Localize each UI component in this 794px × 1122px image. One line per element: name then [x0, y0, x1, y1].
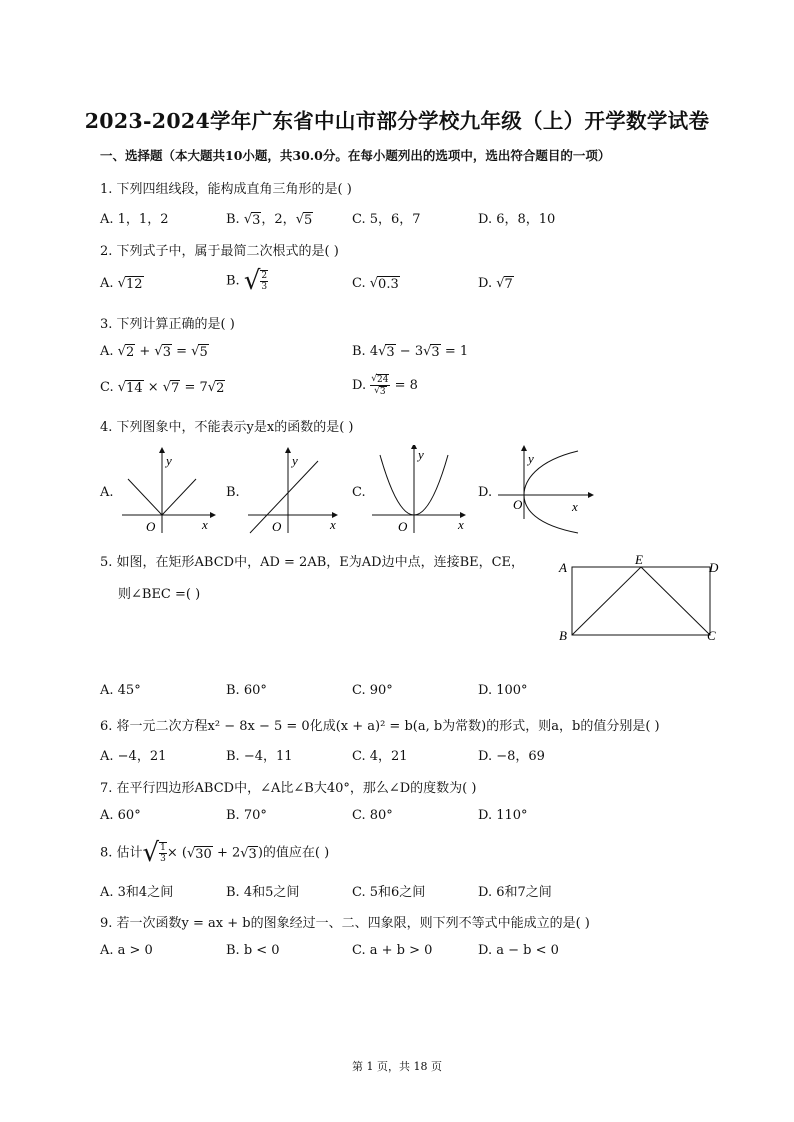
- q5-option-a: A. 45°: [100, 683, 141, 698]
- q6-option-a: A. −4，21: [100, 749, 167, 764]
- q9-option-a: A. a > 0: [100, 943, 153, 958]
- q5-stem-line1: 5. 如图，在矩形ABCD中，AD = 2AB，E为AD边中点，连接BE，CE，: [100, 555, 525, 570]
- q1-option-d: D. 6，8，10: [478, 212, 556, 227]
- q4a-y-label: y: [166, 453, 172, 468]
- q5-point-b: B: [559, 628, 567, 643]
- q7-option-c: C. 80°: [352, 808, 393, 823]
- q3-option-d: D. √ 24 √ 3 = 8: [352, 374, 418, 397]
- q9-option-d: D. a − b < 0: [478, 943, 559, 958]
- q6-stem: 6. 将一元二次方程x² − 8x − 5 = 0化成(x + a)² = b(a, b为常数)的形式，则a，b的值分别是( ): [100, 719, 660, 734]
- section-heading: 一、选择题（本大题共10小题，共30.0分。在每小题列出的选项中，选出符合题目的一项）: [100, 148, 611, 163]
- q2-stem: 2. 下列式子中，属于最简二次根式的是( ): [100, 244, 339, 259]
- q6-option-b: B. −4，11: [226, 749, 293, 764]
- q5-option-c: C. 90°: [352, 683, 393, 698]
- q6-option-d: D. −8，69: [478, 749, 545, 764]
- q4-graph-b: [244, 445, 344, 537]
- q8-option-c: C. 5和6之间: [352, 885, 426, 900]
- q4d-origin-label: O: [513, 497, 523, 512]
- q4c-origin-label: O: [398, 519, 408, 534]
- q7-stem: 7. 在平行四边形ABCD中，∠A比∠B大40°，那么∠D的度数为( ): [100, 781, 477, 796]
- q6-option-c: C. 4，21: [352, 749, 408, 764]
- q5-option-b: B. 60°: [226, 683, 267, 698]
- q3-option-a: A. √ 2 + √ 3 = √ 5: [100, 344, 208, 360]
- q9-option-b: B. b < 0: [226, 943, 280, 958]
- q8-option-d: D. 6和7之间: [478, 885, 552, 900]
- q7-option-b: B. 70°: [226, 808, 267, 823]
- q4-graph-c: [370, 445, 470, 537]
- q7-option-d: D. 110°: [478, 808, 528, 823]
- q5-stem-line2: 则∠BEC =( ): [118, 587, 201, 602]
- q7-option-a: A. 60°: [100, 808, 141, 823]
- q1-option-a: A. 1，1，2: [100, 212, 169, 227]
- q1-option-c: C. 5，6，7: [352, 212, 421, 227]
- exam-title: 2023-2024学年广东省中山市部分学校九年级（上）开学数学试卷: [84, 109, 710, 133]
- q4-graph-d: [496, 445, 596, 537]
- q5-point-c: C: [707, 628, 716, 643]
- q3-option-c: C. √ 14 × √ 7 = 7 √ 2: [100, 380, 225, 396]
- q4b-origin-label: O: [272, 519, 282, 534]
- q4c-x-label: x: [458, 517, 464, 532]
- q5-point-a: A: [559, 560, 567, 575]
- q1-stem: 1. 下列四组线段，能构成直角三角形的是( ): [100, 182, 352, 197]
- q4-label-a: A.: [100, 485, 114, 500]
- q4-label-d: D.: [478, 485, 493, 500]
- q4-label-c: C.: [352, 485, 366, 500]
- q3-option-b: B. 4 √ 3 − 3 √ 3 = 1: [352, 344, 469, 360]
- q4a-x-label: x: [202, 517, 208, 532]
- q9-option-c: C. a + b > 0: [352, 943, 433, 958]
- q5-point-e: E: [635, 552, 643, 567]
- q4-graph-a: [118, 445, 218, 537]
- q4-stem: 4. 下列图象中，不能表示y是x的函数的是( ): [100, 420, 354, 435]
- q3-stem: 3. 下列计算正确的是( ): [100, 317, 235, 332]
- q5-rectangle-figure: [555, 552, 725, 646]
- q4a-origin-label: O: [146, 519, 156, 534]
- q8-option-a: A. 3和4之间: [100, 885, 174, 900]
- q4b-y-label: y: [292, 453, 298, 468]
- page-footer: 第 1 页，共 18 页: [352, 1060, 442, 1073]
- q4d-y-label: y: [528, 451, 534, 466]
- q5-option-d: D. 100°: [478, 683, 528, 698]
- q9-stem: 9. 若一次函数y = ax + b的图象经过一、二、四象限，则下列不等式中能成立的是( ): [100, 916, 590, 931]
- q4c-y-label: y: [418, 447, 424, 462]
- q4b-x-label: x: [330, 517, 336, 532]
- q4d-x-label: x: [572, 499, 578, 514]
- q8-stem: 8. 估计√ $\frac{1}{3}$ × ( √ 30 + 2 √ 3 )的值应在( ): [100, 838, 330, 868]
- q2-option-b: B. √ $\frac{2}{3}$: [226, 266, 268, 296]
- q2-option-a: A. √ 12: [100, 276, 143, 292]
- q2-option-d: D. √ 7: [478, 276, 513, 292]
- q4-label-b: B.: [226, 485, 240, 500]
- q8-option-b: B. 4和5之间: [226, 885, 300, 900]
- q1-option-b: B. √ 3 ，2， √ 5: [226, 212, 313, 228]
- q5-point-d: D: [709, 560, 719, 575]
- q2-option-c: C. √ 0.3: [352, 276, 399, 292]
